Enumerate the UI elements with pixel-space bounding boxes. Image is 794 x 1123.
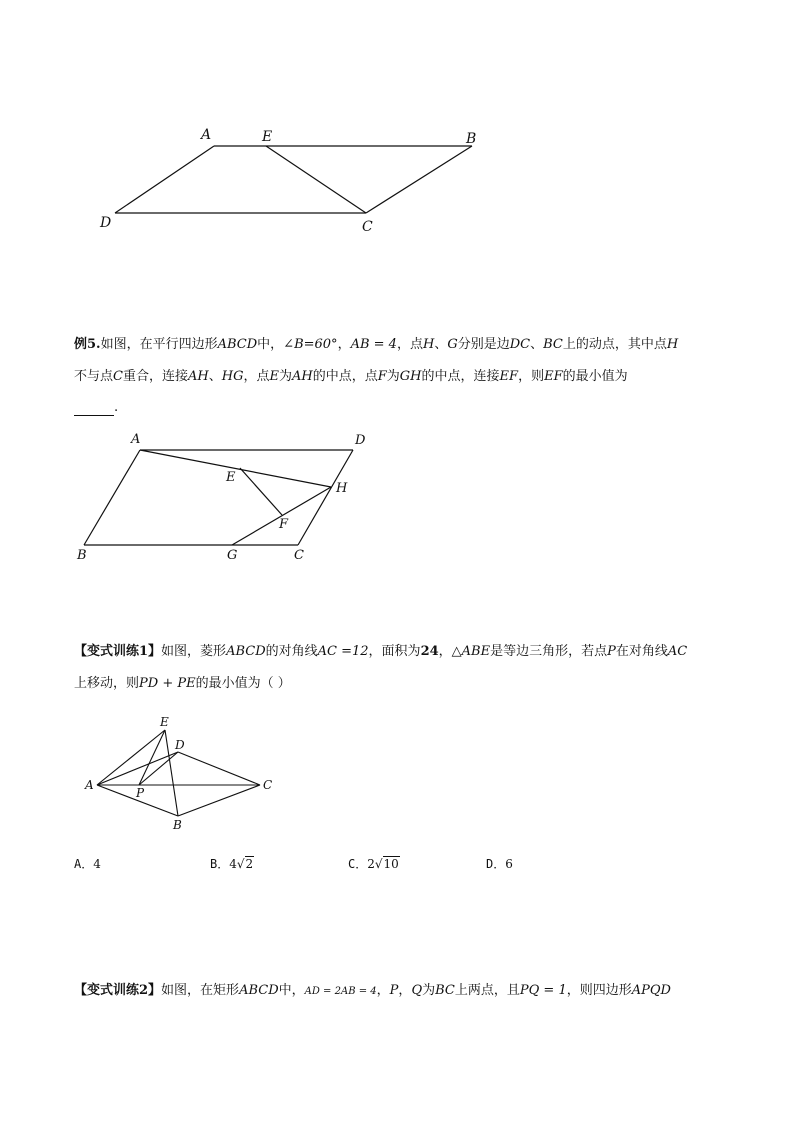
- label-A: A: [131, 432, 141, 447]
- example5-line2: 不与点C重合，连接AH、HG，点E为AH的中点，点F为GH的中点，连接EF，则EF的最小值为: [74, 369, 628, 384]
- example5-line1: 例5.如图，在平行四边形ABCD中，∠B=60°，AB = 4，点H、G分别是边DC、BC上的动点，其中点H: [74, 337, 679, 352]
- example-tag: 例5.: [74, 337, 101, 352]
- label-C: C: [263, 778, 273, 792]
- label-A: A: [201, 127, 212, 143]
- option-a[interactable]: A．4: [74, 857, 101, 871]
- segment-ae: [97, 730, 165, 785]
- label-B: B: [466, 131, 477, 147]
- label-C: C: [362, 219, 373, 235]
- variant2-line1: 【变式训练2】如图，在矩形ABCD中，AD = 2AB = 4，P，Q为BC上两点，且PQ = 1，则四边形APQD: [74, 983, 671, 998]
- label-A: A: [85, 778, 94, 792]
- label-C: C: [294, 548, 304, 563]
- variant2-tag: 【变式训练2】: [74, 983, 162, 998]
- label-B: B: [77, 548, 87, 563]
- label-E: E: [160, 715, 169, 729]
- variant1-line1: 【变式训练1】如图，菱形ABCD的对角线AC =12，面积为24，△ABE是等边三角形，若点P在对角线AC: [74, 644, 688, 659]
- segment-ad: [97, 752, 178, 785]
- option-c[interactable]: C．2√10: [348, 857, 399, 871]
- label-E: E: [262, 129, 273, 145]
- label-E: E: [226, 470, 236, 485]
- variant1-tag: 【变式训练1】: [74, 644, 162, 659]
- segment-cb: [178, 785, 260, 816]
- label-D: D: [355, 433, 366, 448]
- segment-dc: [178, 752, 260, 785]
- label-D: D: [175, 738, 185, 752]
- label-P: P: [136, 786, 145, 800]
- label-F: F: [279, 517, 289, 532]
- variant1-line2: 上移动，则PD + PE的最小值为（ ）: [74, 676, 291, 691]
- segment-ep: [139, 730, 165, 785]
- label-B: B: [173, 818, 182, 832]
- option-b[interactable]: B．4√2: [210, 857, 254, 871]
- example5-line3: .: [74, 400, 118, 416]
- label-D: D: [100, 215, 112, 231]
- label-H: H: [336, 481, 348, 496]
- label-G: G: [227, 548, 238, 563]
- option-d[interactable]: D．6: [486, 857, 513, 871]
